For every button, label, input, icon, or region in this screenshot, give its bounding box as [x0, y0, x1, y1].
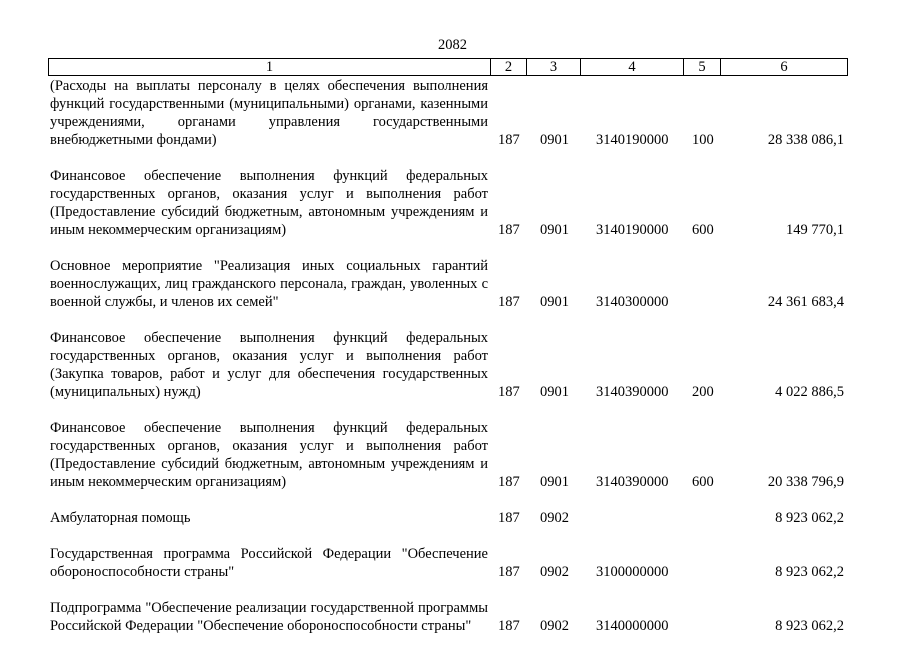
section-code: 0902	[540, 510, 569, 526]
target-item-code: 3140300000	[596, 294, 669, 310]
column-header-6: 6	[721, 59, 848, 76]
section-code: 0901	[540, 294, 569, 310]
ministry-code: 187	[498, 510, 520, 526]
ministry-code: 187	[498, 384, 520, 400]
target-item-code: 3140390000	[596, 474, 669, 490]
row-description: Финансовое обеспечение выполнения функций федеральных государственных органов, оказания услуг и выполнения работ (Предоставление субсидий бюджетным, автономным учреждениям и иным некоммерческим организациям)	[50, 420, 488, 490]
table-row	[0, 329, 905, 401]
target-item-code: 3140190000	[596, 222, 669, 238]
budget-rows	[0, 77, 905, 653]
amount: 24 361 683,4	[767, 294, 844, 310]
table-row	[0, 77, 905, 149]
ministry-code: 187	[498, 618, 520, 634]
row-description: Финансовое обеспечение выполнения функций федеральных государственных органов, оказания услуг и выполнения работ (Закупка товаров, работ и услуг для обеспечения государственных (муниципальных) нужд)	[50, 330, 488, 400]
amount: 8 923 062,2	[775, 618, 844, 634]
section-code: 0901	[540, 474, 569, 490]
table-row	[0, 167, 905, 239]
expense-type-code: 200	[692, 384, 714, 400]
row-description: (Расходы на выплаты персоналу в целях обеспечения выполнения функций государственными (муниципальными) органами, казенными учреждениями, органами управления государственными внебюджетными фондами)	[50, 78, 488, 148]
target-item-code: 3140190000	[596, 132, 669, 148]
ministry-code: 187	[498, 222, 520, 238]
section-code: 0901	[540, 132, 569, 148]
column-header-1: 1	[49, 59, 491, 76]
row-description: Основное мероприятие "Реализация иных социальных гарантий военнослужащих, лиц гражданского персонала, граждан, уволенных с военной службы, и членов их семей"	[50, 258, 488, 310]
ministry-code: 187	[498, 132, 520, 148]
section-code: 0901	[540, 222, 569, 238]
row-description: Финансовое обеспечение выполнения функций федеральных государственных органов, оказания услуг и выполнения работ (Предоставление субсидий бюджетным, автономным учреждениям и иным некоммерческим организациям)	[50, 168, 488, 238]
column-header-2: 2	[491, 59, 527, 76]
amount: 28 338 086,1	[767, 132, 844, 148]
table-row	[0, 257, 905, 311]
column-header-5: 5	[684, 59, 721, 76]
table-row	[0, 419, 905, 491]
amount: 20 338 796,9	[767, 474, 844, 490]
expense-type-code: 600	[692, 222, 714, 238]
page-number: 2082	[438, 37, 467, 53]
row-description: Подпрограмма "Обеспечение реализации государственной программы Российской Федерации "Обеспечение обороноспособности страны"	[50, 600, 488, 634]
table-row	[0, 545, 905, 581]
section-code: 0902	[540, 564, 569, 580]
expense-type-code: 100	[692, 132, 714, 148]
amount: 8 923 062,2	[775, 510, 844, 526]
ministry-code: 187	[498, 474, 520, 490]
column-header-4: 4	[581, 59, 684, 76]
target-item-code: 3140390000	[596, 384, 669, 400]
target-item-code: 3140000000	[596, 618, 669, 634]
row-description: Государственная программа Российской Федерации "Обеспечение обороноспособности страны"	[50, 546, 488, 580]
row-description: Амбулаторная помощь	[50, 510, 191, 526]
table-row	[0, 509, 905, 527]
ministry-code: 187	[498, 294, 520, 310]
column-header-row	[49, 59, 848, 76]
target-item-code: 3100000000	[596, 564, 669, 580]
table-row	[0, 599, 905, 635]
column-header-3: 3	[527, 59, 581, 76]
ministry-code: 187	[498, 564, 520, 580]
expense-type-code: 600	[692, 474, 714, 490]
column-header-table	[48, 58, 848, 76]
amount: 4 022 886,5	[775, 384, 844, 400]
section-code: 0901	[540, 384, 569, 400]
amount: 8 923 062,2	[775, 564, 844, 580]
section-code: 0902	[540, 618, 569, 634]
amount: 149 770,1	[786, 222, 844, 238]
